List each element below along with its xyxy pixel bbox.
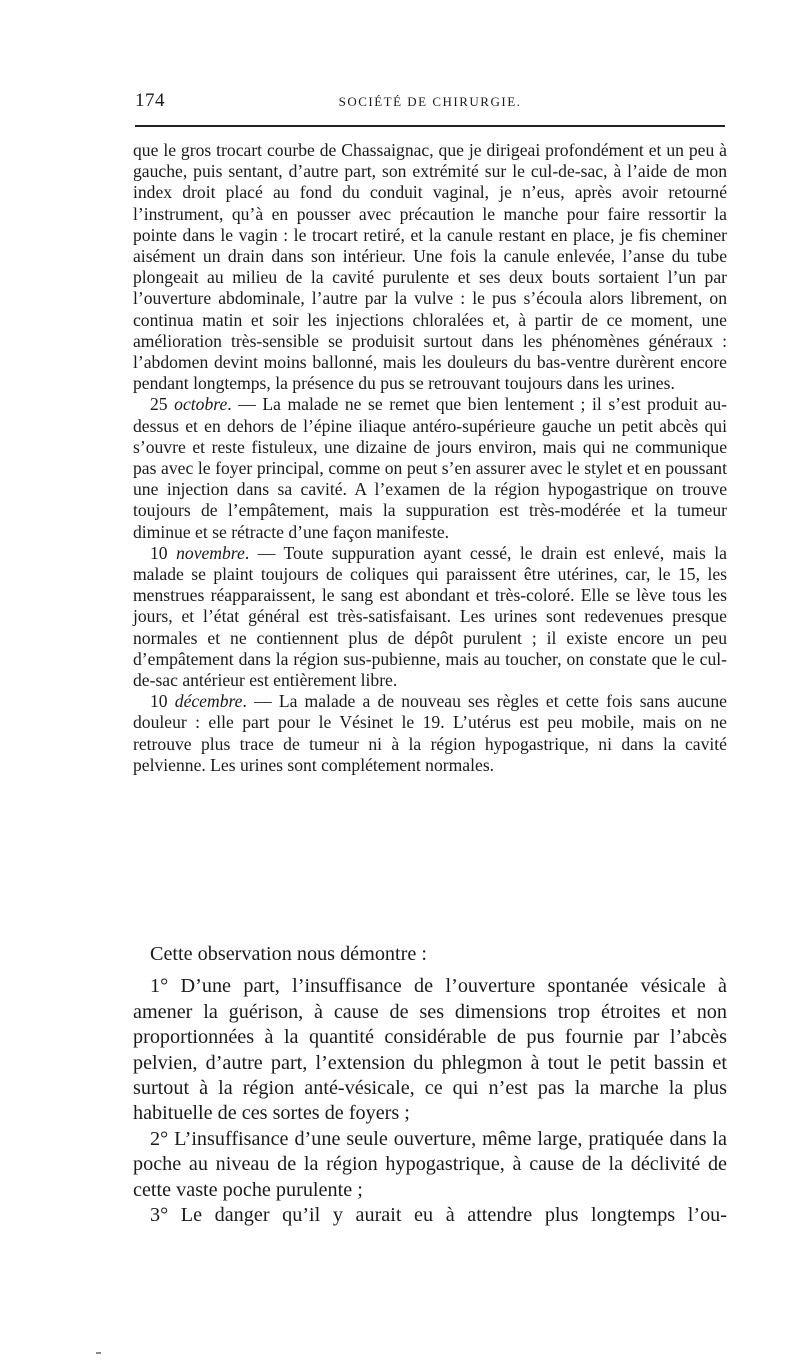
conclusions-text [133,942,727,1228]
running-head: SOCIÉTÉ DE CHIRURGIE. [338,94,522,109]
date-number: 25 [150,394,168,415]
page-header [135,90,725,120]
date-month: novembre [176,542,245,563]
conclusion-intro: Cette observation nous démontre : [150,943,427,965]
date-number: 10 [150,542,168,563]
paper-speck [96,1352,101,1354]
paragraph-text: . — La malade ne se remet que bien lentement ; il s’est produit au-dessus et en dehors de l’épine iliaque antéro-supérieure gauche un petit abcès qui s’ouvre et reste fistuleux, une dizaine de jours environ, mais qui ne communique pas avec le foyer principal, comme on peut s’en assurer avec le stylet et en poussant une injection dans sa cavité. A l’examen de la région hypogastrique on trouve toujours de l’empâtement, mais la suppuration est très-modérée et la tumeur diminue et se rétracte d’une façon manifeste. [133,394,727,542]
conclusion-point: 1° D’une part, l’insuffisance de l’ouverture spontanée vésicale à amener la guérison, à cause de ses dimensions trop étroites et non proportionnées à la quantité considérable de pus fournie par l’abcès pelvien, d’autre part, l’extension du phlegmon à tout le petit bassin et surtout à la région anté-vésicale, ce qui n’est pas la marche la plus habituelle de ces sortes de foyers ; [133,975,727,1125]
conclusion-point: 2° L’insuffisance d’une seule ouverture, même large, pratiquée dans la poche au niveau de la région hypogastrique, à cause de la déclivité de cette vaste poche purulente ; [133,1127,727,1201]
date-number: 10 [150,691,168,712]
conclusion-point: 3° Le danger qu’il y aurait eu à attendre plus longtemps l’ou- [150,1204,727,1227]
header-rule [135,125,725,127]
paragraph [133,394,727,542]
date-month: octobre [174,394,228,415]
paragraph [133,691,727,776]
paragraph-text: . — La malade a de nouveau ses règles et cette fois sans aucune douleur : elle part pour le Vésinet le 19. L’utérus est peu mobile, mais on ne retrouve plus trace de tumeur ni à la région hypogastrique, ni dans la cavité pelvienne. Les urines sont complétement normales. [133,691,727,775]
paragraph-text: . — Toute suppuration ayant cessé, le drain est enlevé, mais la malade se plaint toujours de coliques qui paraissent être utérines, car, le 15, les menstrues réapparaissent, le sang est abondant et très-coloré. Elle se lève tous les jours, et l’état général est très-satisfaisant. Les urines sont redevenues presque normales et ne contiennent plus de dépôt purulent ; il existe encore un peu d’empâtement dans la région sus-pubienne, mais au toucher, on constate que le cul-de-sac antérieur est entièrement libre. [133,542,727,691]
paragraph: que le gros trocart courbe de Chassaignac, que je dirigeai profondément et un peu à gauche, puis sentant, d’autre part, son extrémité sur le cul-de-sac, à l’aide de mon index droit placé au fond du conduit vaginal, je n’eus, après avoir retourné l’instrument, qu’à en pousser avec précaution le manche pour faire ressortir la pointe dans le vagin : le trocart retiré, et la canule restant en place, je fis cheminer aisément un drain dans son intérieur. Une fois la canule enlevée, l’anse du tube plongeait au milieu de la cavité purulente et ses deux bouts sortaient l’un par l’ouverture abdominale, l’autre par la vulve : le pus s’écoula alors librement, on continua matin et soir les injections chloralées et, à partir de ce moment, une amélioration très-sensible se produisit surtout dans les phénomènes généraux : l’abdomen devint moins ballonné, mais les douleurs du bas-ventre durèrent encore pendant longtemps, la présence du pus se retrouvant toujours dans les urines. [133,140,727,394]
page-number: 174 [135,90,165,111]
observation-text [133,140,727,776]
date-month: décembre [174,691,243,712]
paragraph [133,543,727,691]
